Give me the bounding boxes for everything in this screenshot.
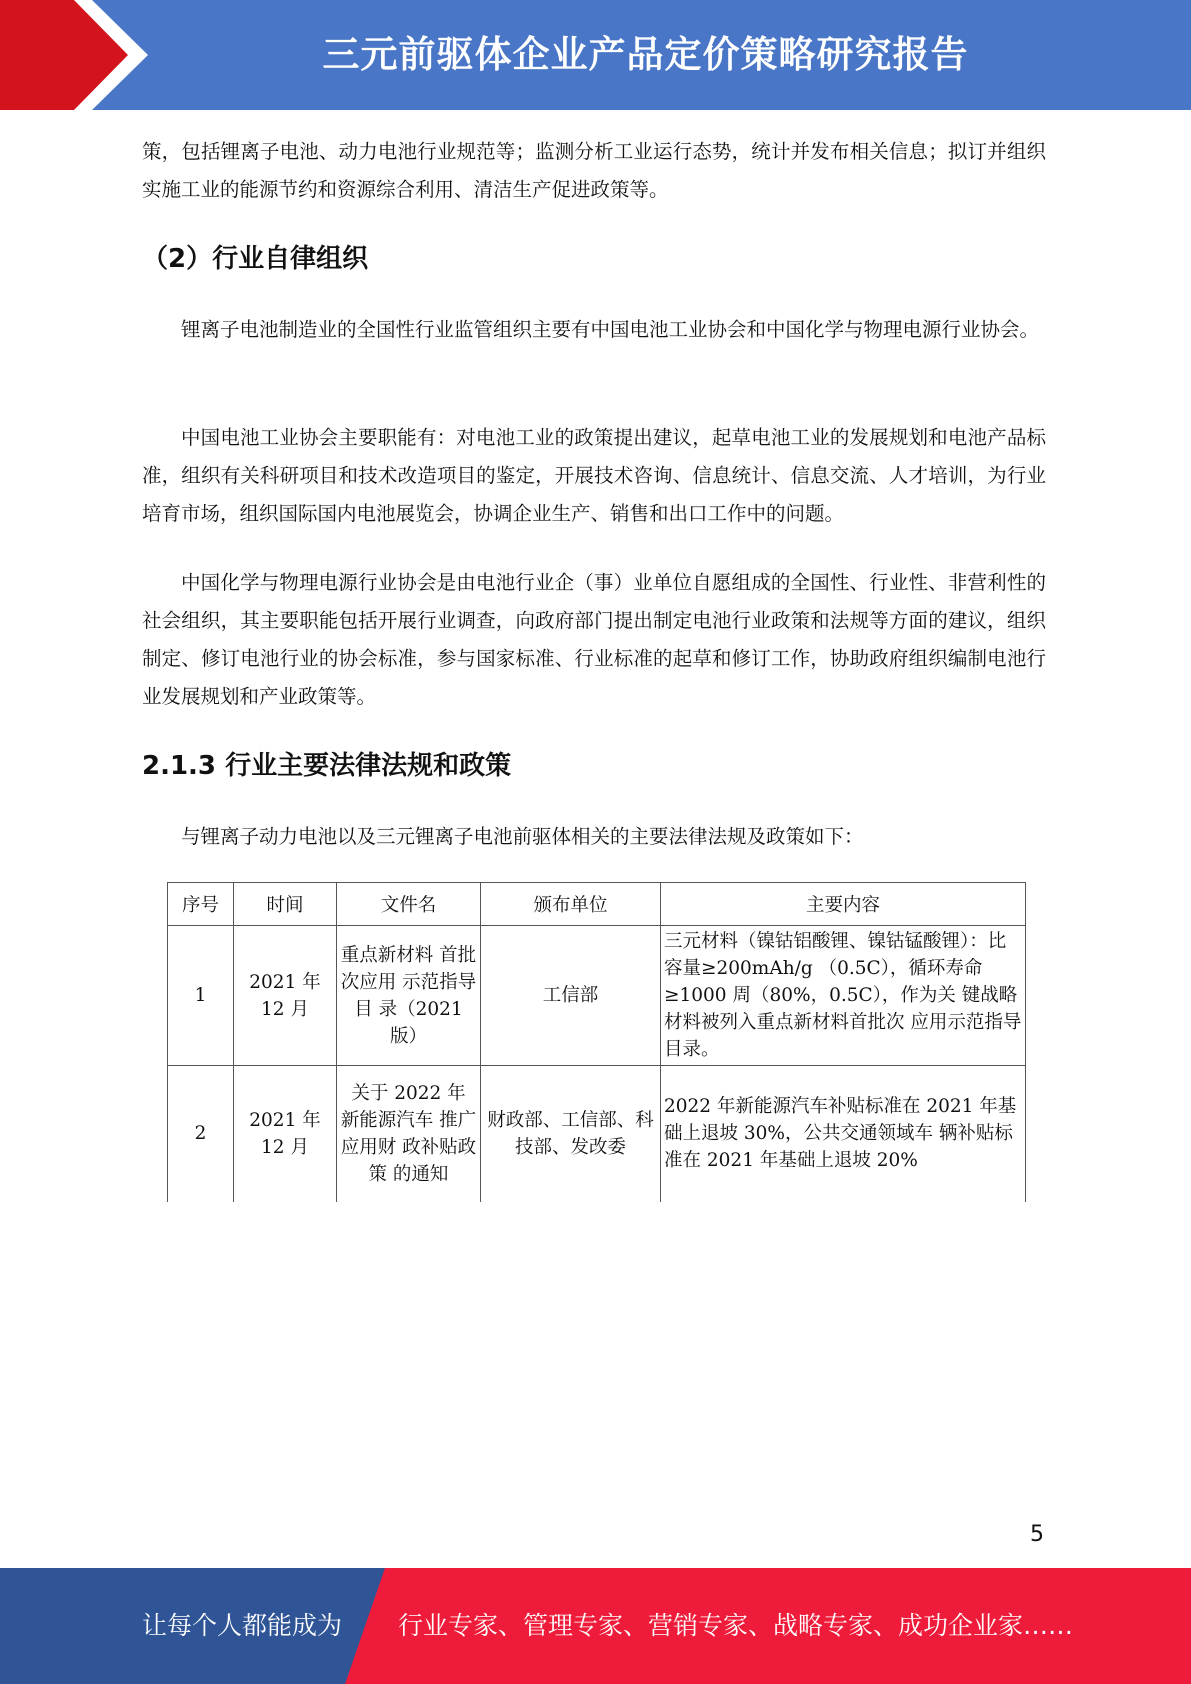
- cell-time: 2021 年 12 月: [234, 926, 337, 1066]
- header-cell-doc: 文件名: [337, 883, 481, 926]
- header-cell-no: 序号: [168, 883, 234, 926]
- header-banner: [0, 0, 1191, 110]
- header-cell-time: 时间: [234, 883, 337, 926]
- header-cell-content: 主要内容: [661, 883, 1026, 926]
- page-number: 5: [1030, 1522, 1044, 1547]
- section-heading-laws: 2.1.3 行业主要法律法规和政策: [142, 751, 512, 781]
- cell-issuer: 财政部、工信部、科技部、发改委: [481, 1066, 661, 1202]
- report-title: 三元前驱体企业产品定价策略研究报告: [322, 33, 969, 76]
- paragraph-self-regulation-1: 锂离子电池制造业的全国性行业监管组织主要有中国电池工业协会和中国化学与物理电源行业协会。: [181, 318, 1040, 341]
- table-row: [168, 926, 1026, 1066]
- cell-content: 三元材料（镍钴铝酸锂、镍钴锰酸锂）：比容量≥200mAh/g （0.5C），循环寿命≥1000 周（80%，0.5C），作为关 键战略材料被列入重点新材料首批次 应用示范指导目录。: [661, 926, 1026, 1066]
- footer-banner: [0, 1568, 1191, 1684]
- footer-slogan-right: 行业专家、管理专家、营销专家、战略专家、成功企业家……: [398, 1611, 1074, 1640]
- cell-issuer: 工信部: [481, 926, 661, 1066]
- cell-no: 2: [168, 1066, 234, 1202]
- cell-time: 2021 年 12 月: [234, 1066, 337, 1202]
- table-header-row: [168, 883, 1026, 926]
- table-row: [168, 1066, 1026, 1202]
- cell-doc: 关于 2022 年 新能源汽车 推广应用财 政补贴政策 的通知: [337, 1066, 481, 1202]
- paragraph-continued: 策，包括锂离子电池、动力电池行业规范等；监测分析工业运行态势，统计并发布相关信息；拟订并组织实施工业的能源节约和资源综合利用、清洁生产促进政策等。: [142, 140, 1046, 201]
- header-cell-issuer: 颁布单位: [481, 883, 661, 926]
- policy-table: [167, 882, 1026, 1202]
- paragraph-self-regulation-3: 中国化学与物理电源行业协会是由电池行业企（事）业单位自愿组成的全国性、行业性、非营利性的社会组织，其主要职能包括开展行业调查，向政府部门提出制定电池行业政策和法规等方面的建议，组织制定、修订电池行业的协会标准，参与国家标准、行业标准的起草和修订工作，协助政府组织编制电池行业发展规划和产业政策等。: [142, 571, 1046, 708]
- paragraph-self-regulation-2: 中国电池工业协会主要职能有：对电池工业的政策提出建议，起草电池工业的发展规划和电池产品标准，组织有关科研项目和技术改造项目的鉴定，开展技术咨询、信息统计、信息交流、人才培训，为行业培育市场，组织国际国内电池展览会，协调企业生产、销售和出口工作中的问题。: [142, 426, 1046, 525]
- paragraph-laws-intro: 与锂离子动力电池以及三元锂离子电池前驱体相关的主要法律法规及政策如下：: [181, 825, 864, 848]
- cell-content: 2022 年新能源汽车补贴标准在 2021 年基础上退坡 30%，公共交通领域车 辆补贴标准在 2021 年基础上退坡 20%: [661, 1066, 1026, 1202]
- cell-doc: 重点新材料 首批次应用 示范指导目 录（2021 版）: [337, 926, 481, 1066]
- footer-slogan-left: 让每个人都能成为: [142, 1611, 343, 1640]
- cell-no: 1: [168, 926, 234, 1066]
- section-heading-self-regulation: （2）行业自律组织: [142, 244, 369, 274]
